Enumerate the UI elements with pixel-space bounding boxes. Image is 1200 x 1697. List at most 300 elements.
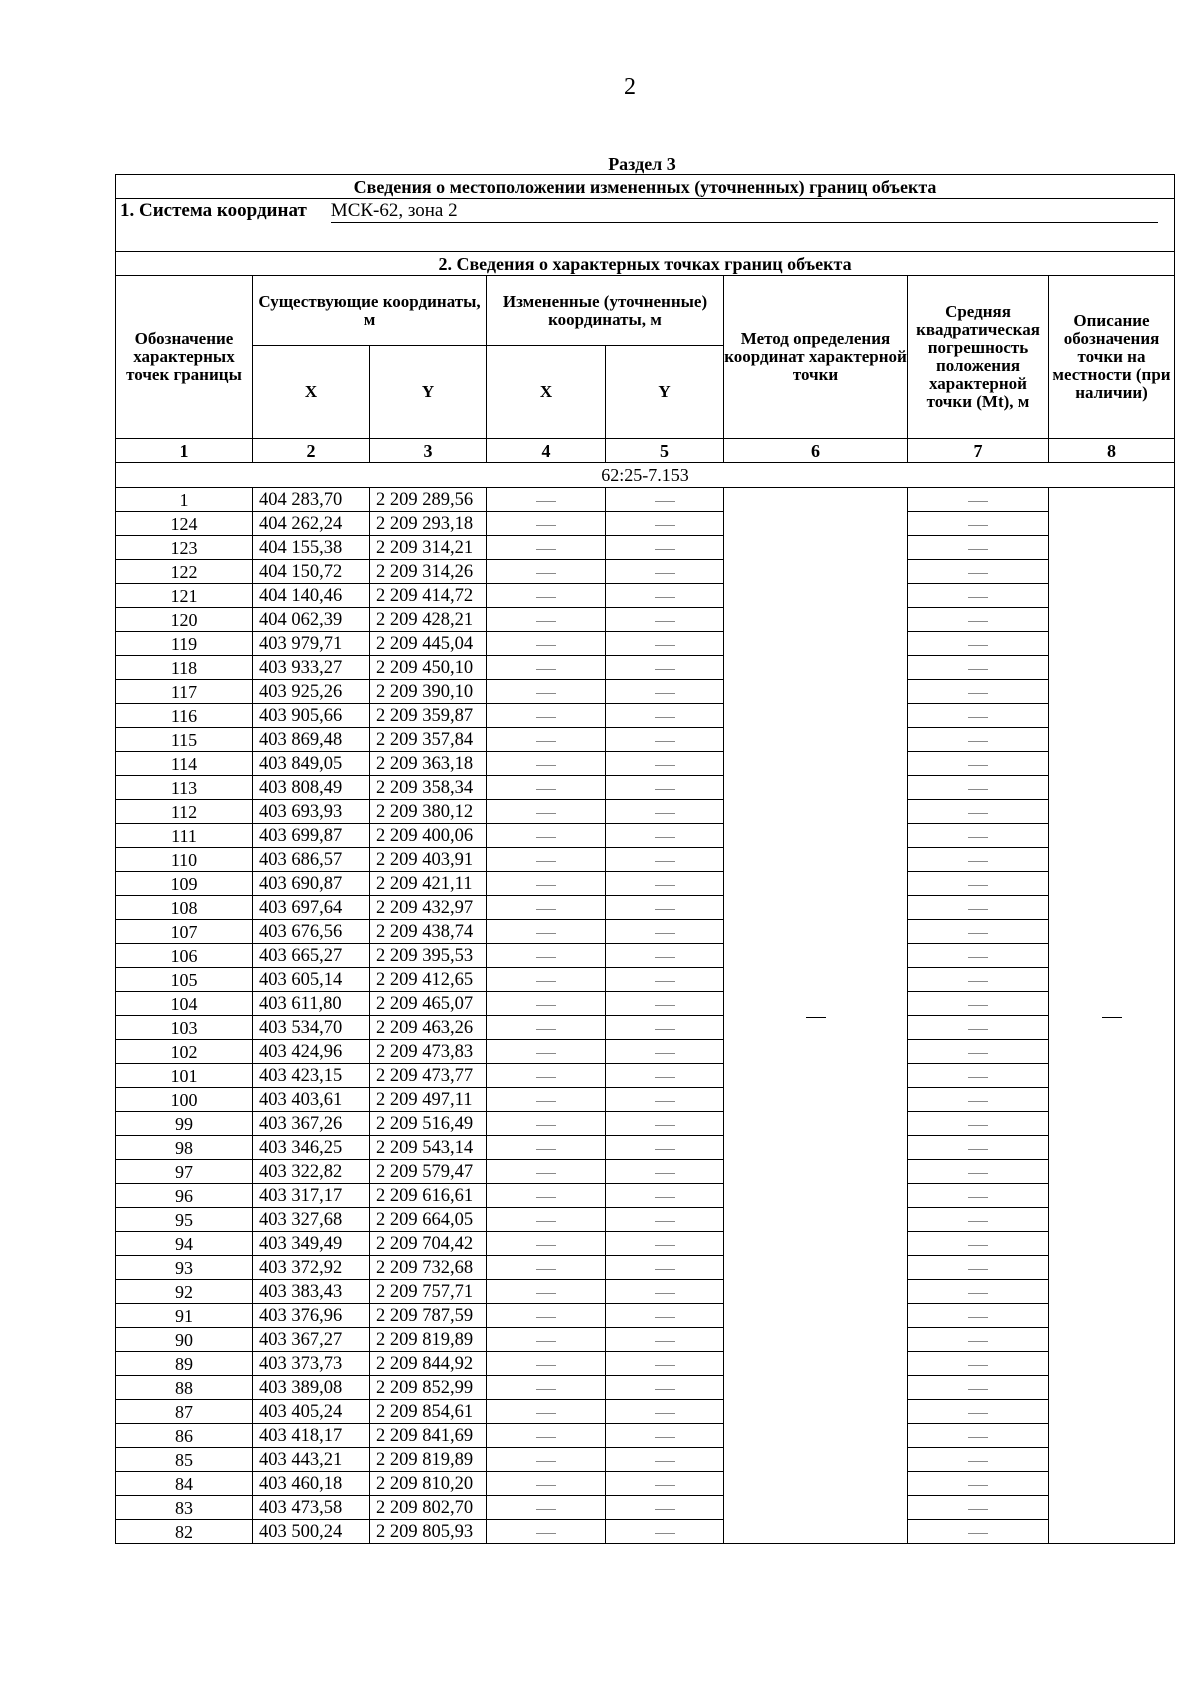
existing-x-cell: 403 693,93 <box>253 800 370 824</box>
dash-mark <box>968 501 988 502</box>
mean-error-cell <box>908 800 1049 824</box>
dash-mark <box>536 981 556 982</box>
mean-error-cell <box>908 1016 1049 1040</box>
changed-x-cell <box>487 608 606 632</box>
existing-x-cell: 403 686,57 <box>253 848 370 872</box>
dash-mark <box>655 1461 675 1462</box>
dash-mark <box>655 1125 675 1126</box>
dash-mark <box>968 1461 988 1462</box>
existing-x-cell: 403 317,17 <box>253 1184 370 1208</box>
header-changed-coords: Измененные (уточненные) координаты, м <box>487 276 724 346</box>
existing-y-cell: 2 209 421,11 <box>370 872 487 896</box>
existing-x-cell: 403 699,87 <box>253 824 370 848</box>
existing-x-cell: 404 062,39 <box>253 608 370 632</box>
changed-x-cell <box>487 1424 606 1448</box>
changed-x-cell <box>487 1112 606 1136</box>
existing-y-cell: 2 209 450,10 <box>370 656 487 680</box>
mean-error-cell <box>908 896 1049 920</box>
dash-mark <box>536 837 556 838</box>
table-row <box>116 1064 1175 1088</box>
dash-mark <box>968 621 988 622</box>
existing-y-cell: 2 209 358,34 <box>370 776 487 800</box>
mean-error-cell <box>908 608 1049 632</box>
dash-mark <box>968 981 988 982</box>
changed-y-cell <box>606 872 724 896</box>
header-changed-x: X <box>487 346 606 439</box>
existing-y-cell: 2 209 819,89 <box>370 1448 487 1472</box>
column-number: 3 <box>370 439 487 463</box>
existing-x-cell: 403 933,27 <box>253 656 370 680</box>
dash-mark <box>655 1389 675 1390</box>
changed-y-cell <box>606 752 724 776</box>
mean-error-cell <box>908 488 1049 512</box>
changed-x-cell <box>487 1136 606 1160</box>
changed-y-cell <box>606 920 724 944</box>
existing-x-cell: 403 500,24 <box>253 1520 370 1544</box>
existing-y-cell: 2 209 289,56 <box>370 488 487 512</box>
existing-y-cell: 2 209 852,99 <box>370 1376 487 1400</box>
dash-mark <box>968 1077 988 1078</box>
existing-x-cell: 403 690,87 <box>253 872 370 896</box>
dash-mark <box>968 1413 988 1414</box>
changed-y-cell <box>606 824 724 848</box>
existing-y-cell: 2 209 432,97 <box>370 896 487 920</box>
existing-y-cell: 2 209 400,06 <box>370 824 487 848</box>
dash-mark <box>968 1005 988 1006</box>
changed-y-cell <box>606 488 724 512</box>
dash-mark <box>655 885 675 886</box>
point-number-cell: 120 <box>116 608 253 632</box>
existing-y-cell: 2 209 403,91 <box>370 848 487 872</box>
dash-mark <box>655 1197 675 1198</box>
existing-x-cell: 403 418,17 <box>253 1424 370 1448</box>
header-existing-coords: Существующие координаты, м <box>253 276 487 346</box>
mean-error-cell <box>908 584 1049 608</box>
table-row <box>116 536 1175 560</box>
dash-mark <box>968 885 988 886</box>
changed-y-cell <box>606 944 724 968</box>
method-cell <box>724 488 908 1544</box>
existing-x-cell: 403 676,56 <box>253 920 370 944</box>
existing-x-cell: 404 283,70 <box>253 488 370 512</box>
dash-mark <box>968 765 988 766</box>
header-description: Описание обозначения точки на местности (при наличии) <box>1049 276 1175 439</box>
dash-mark <box>655 933 675 934</box>
existing-y-cell: 2 209 802,70 <box>370 1496 487 1520</box>
header-changed-y: Y <box>606 346 724 439</box>
existing-y-cell: 2 209 363,18 <box>370 752 487 776</box>
existing-x-cell: 403 349,49 <box>253 1232 370 1256</box>
dash-mark <box>655 1341 675 1342</box>
table-row <box>116 1376 1175 1400</box>
existing-x-cell: 403 327,68 <box>253 1208 370 1232</box>
dash-mark <box>655 861 675 862</box>
existing-y-cell: 2 209 543,14 <box>370 1136 487 1160</box>
changed-y-cell <box>606 728 724 752</box>
changed-y-cell <box>606 1160 724 1184</box>
dash-mark <box>655 1293 675 1294</box>
changed-y-cell <box>606 1040 724 1064</box>
changed-x-cell <box>487 1256 606 1280</box>
header-existing-x: X <box>253 346 370 439</box>
dash-mark <box>536 525 556 526</box>
changed-y-cell <box>606 1280 724 1304</box>
dash-mark <box>536 1077 556 1078</box>
existing-x-cell: 403 979,71 <box>253 632 370 656</box>
column-number: 4 <box>487 439 606 463</box>
existing-y-cell: 2 209 819,89 <box>370 1328 487 1352</box>
changed-x-cell <box>487 824 606 848</box>
changed-x-cell <box>487 1448 606 1472</box>
dash-mark <box>536 741 556 742</box>
changed-y-cell <box>606 536 724 560</box>
changed-y-cell <box>606 1232 724 1256</box>
changed-x-cell <box>487 488 606 512</box>
dash-mark <box>536 501 556 502</box>
dash-mark <box>968 1245 988 1246</box>
table-row <box>116 1088 1175 1112</box>
existing-y-cell: 2 209 579,47 <box>370 1160 487 1184</box>
point-number-cell: 114 <box>116 752 253 776</box>
table-title: Сведения о местоположении измененных (уточненных) границ объекта <box>116 175 1175 199</box>
point-number-cell: 105 <box>116 968 253 992</box>
mean-error-cell <box>908 632 1049 656</box>
existing-x-cell: 403 849,05 <box>253 752 370 776</box>
dash-mark <box>536 909 556 910</box>
points-title: 2. Сведения о характерных точках границ объекта <box>116 252 1175 276</box>
description-cell <box>1049 488 1175 1544</box>
column-number: 5 <box>606 439 724 463</box>
existing-y-cell: 2 209 704,42 <box>370 1232 487 1256</box>
point-number-cell: 103 <box>116 1016 253 1040</box>
dash-mark <box>968 933 988 934</box>
changed-x-cell <box>487 536 606 560</box>
dash-mark <box>655 981 675 982</box>
changed-x-cell <box>487 800 606 824</box>
changed-x-cell <box>487 992 606 1016</box>
column-number: 6 <box>724 439 908 463</box>
dash-mark <box>536 765 556 766</box>
changed-y-cell <box>606 1112 724 1136</box>
dash-mark <box>655 1437 675 1438</box>
existing-y-cell: 2 209 314,21 <box>370 536 487 560</box>
existing-x-cell: 404 150,72 <box>253 560 370 584</box>
mean-error-cell <box>908 1256 1049 1280</box>
changed-y-cell <box>606 632 724 656</box>
existing-y-cell: 2 209 664,05 <box>370 1208 487 1232</box>
existing-x-cell: 403 405,24 <box>253 1400 370 1424</box>
mean-error-cell <box>908 848 1049 872</box>
dash-mark <box>655 957 675 958</box>
table-row <box>116 1328 1175 1352</box>
header-method: Метод определения координат характерной точки <box>724 276 908 439</box>
mean-error-cell <box>908 1088 1049 1112</box>
changed-x-cell <box>487 752 606 776</box>
table-row <box>116 800 1175 824</box>
mean-error-cell <box>908 968 1049 992</box>
dash-mark <box>536 1365 556 1366</box>
changed-x-cell <box>487 848 606 872</box>
existing-x-cell: 403 697,64 <box>253 896 370 920</box>
mean-error-cell <box>908 704 1049 728</box>
table-row <box>116 1256 1175 1280</box>
point-number-cell: 104 <box>116 992 253 1016</box>
point-number-cell: 112 <box>116 800 253 824</box>
dash-mark <box>655 525 675 526</box>
dash-mark <box>968 1125 988 1126</box>
dash-mark <box>968 597 988 598</box>
point-number-cell: 84 <box>116 1472 253 1496</box>
mean-error-cell <box>908 560 1049 584</box>
point-number-cell: 107 <box>116 920 253 944</box>
point-number-cell: 92 <box>116 1280 253 1304</box>
dash-mark <box>536 885 556 886</box>
existing-x-cell: 403 611,80 <box>253 992 370 1016</box>
table-row <box>116 1448 1175 1472</box>
point-number-cell: 90 <box>116 1328 253 1352</box>
dash-mark <box>968 645 988 646</box>
changed-y-cell <box>606 1352 724 1376</box>
dash-mark <box>536 1437 556 1438</box>
changed-y-cell <box>606 1328 724 1352</box>
existing-y-cell: 2 209 414,72 <box>370 584 487 608</box>
changed-x-cell <box>487 1280 606 1304</box>
dash-mark <box>968 525 988 526</box>
existing-y-cell: 2 209 787,59 <box>370 1304 487 1328</box>
table-row <box>116 560 1175 584</box>
existing-y-cell: 2 209 438,74 <box>370 920 487 944</box>
existing-x-cell: 404 140,46 <box>253 584 370 608</box>
dash-mark <box>968 1317 988 1318</box>
mean-error-cell <box>908 1064 1049 1088</box>
dash-mark <box>536 933 556 934</box>
changed-y-cell <box>606 512 724 536</box>
dash-mark <box>655 573 675 574</box>
changed-y-cell <box>606 584 724 608</box>
point-number-cell: 116 <box>116 704 253 728</box>
dash-mark <box>968 1341 988 1342</box>
point-number-cell: 102 <box>116 1040 253 1064</box>
dash-mark <box>968 813 988 814</box>
changed-x-cell <box>487 896 606 920</box>
table-row <box>116 1280 1175 1304</box>
dash-mark <box>536 1221 556 1222</box>
existing-y-cell: 2 209 380,12 <box>370 800 487 824</box>
existing-x-cell: 403 460,18 <box>253 1472 370 1496</box>
existing-x-cell: 403 403,61 <box>253 1088 370 1112</box>
changed-x-cell <box>487 1184 606 1208</box>
dash-mark <box>968 1365 988 1366</box>
existing-x-cell: 403 383,43 <box>253 1280 370 1304</box>
changed-y-cell <box>606 680 724 704</box>
dash-mark <box>655 1485 675 1486</box>
point-number-cell: 115 <box>116 728 253 752</box>
changed-x-cell <box>487 944 606 968</box>
existing-x-cell: 403 424,96 <box>253 1040 370 1064</box>
table-row <box>116 1208 1175 1232</box>
changed-y-cell <box>606 1376 724 1400</box>
table-row <box>116 680 1175 704</box>
dash-mark <box>536 1485 556 1486</box>
dash-mark <box>968 573 988 574</box>
changed-x-cell <box>487 560 606 584</box>
dash-mark <box>655 621 675 622</box>
existing-x-cell: 403 367,27 <box>253 1328 370 1352</box>
existing-y-cell: 2 209 732,68 <box>370 1256 487 1280</box>
changed-y-cell <box>606 1304 724 1328</box>
point-number-cell: 119 <box>116 632 253 656</box>
dash-mark <box>968 1533 988 1534</box>
dash-mark <box>536 1389 556 1390</box>
table-row <box>116 1184 1175 1208</box>
existing-x-cell: 403 905,66 <box>253 704 370 728</box>
changed-y-cell <box>606 1424 724 1448</box>
mean-error-cell <box>908 656 1049 680</box>
dash-mark <box>655 693 675 694</box>
existing-x-cell: 403 367,26 <box>253 1112 370 1136</box>
dash-mark <box>968 549 988 550</box>
point-number-cell: 86 <box>116 1424 253 1448</box>
changed-x-cell <box>487 632 606 656</box>
changed-y-cell <box>606 1400 724 1424</box>
dash-mark <box>655 597 675 598</box>
changed-x-cell <box>487 704 606 728</box>
dash-mark <box>536 1125 556 1126</box>
existing-y-cell: 2 209 445,04 <box>370 632 487 656</box>
table-row <box>116 488 1175 512</box>
object-id: 62:25-7.153 <box>116 463 1175 488</box>
dash-mark <box>968 861 988 862</box>
table-row <box>116 872 1175 896</box>
mean-error-cell <box>908 872 1049 896</box>
dash-mark <box>536 573 556 574</box>
table-row <box>116 824 1175 848</box>
existing-y-cell: 2 209 757,71 <box>370 1280 487 1304</box>
mean-error-cell <box>908 1208 1049 1232</box>
header-existing-y: Y <box>370 346 487 439</box>
point-number-cell: 97 <box>116 1160 253 1184</box>
table-row <box>116 1232 1175 1256</box>
changed-x-cell <box>487 776 606 800</box>
existing-y-cell: 2 209 428,21 <box>370 608 487 632</box>
existing-x-cell: 403 373,73 <box>253 1352 370 1376</box>
existing-x-cell: 403 808,49 <box>253 776 370 800</box>
changed-y-cell <box>606 1472 724 1496</box>
mean-error-cell <box>908 752 1049 776</box>
dash-mark <box>968 1509 988 1510</box>
dash-mark <box>536 1461 556 1462</box>
table-row <box>116 608 1175 632</box>
point-number-cell: 117 <box>116 680 253 704</box>
dash-mark <box>536 1197 556 1198</box>
mean-error-cell <box>908 1496 1049 1520</box>
dash-mark <box>655 1365 675 1366</box>
existing-x-cell: 403 534,70 <box>253 1016 370 1040</box>
changed-y-cell <box>606 1256 724 1280</box>
dash-mark <box>968 1221 988 1222</box>
point-number-cell: 108 <box>116 896 253 920</box>
dash-mark <box>806 1017 826 1018</box>
mean-error-cell <box>908 1424 1049 1448</box>
table-row <box>116 728 1175 752</box>
existing-y-cell: 2 209 841,69 <box>370 1424 487 1448</box>
dash-mark <box>536 1149 556 1150</box>
changed-y-cell <box>606 776 724 800</box>
existing-x-cell: 403 423,15 <box>253 1064 370 1088</box>
column-number: 8 <box>1049 439 1175 463</box>
mean-error-cell <box>908 1160 1049 1184</box>
changed-y-cell <box>606 656 724 680</box>
changed-x-cell <box>487 1160 606 1184</box>
mean-error-cell <box>908 1280 1049 1304</box>
mean-error-cell <box>908 992 1049 1016</box>
changed-x-cell <box>487 1520 606 1544</box>
table-row <box>116 920 1175 944</box>
changed-y-cell <box>606 1064 724 1088</box>
dash-mark <box>968 1389 988 1390</box>
dash-mark <box>968 1101 988 1102</box>
table-row <box>116 1112 1175 1136</box>
table-row <box>116 1520 1175 1544</box>
changed-x-cell <box>487 1376 606 1400</box>
dash-mark <box>655 813 675 814</box>
existing-x-cell: 403 869,48 <box>253 728 370 752</box>
dash-mark <box>536 813 556 814</box>
mean-error-cell <box>908 776 1049 800</box>
changed-x-cell <box>487 1232 606 1256</box>
point-number-cell: 123 <box>116 536 253 560</box>
dash-mark <box>655 1317 675 1318</box>
point-number-cell: 96 <box>116 1184 253 1208</box>
existing-y-cell: 2 209 516,49 <box>370 1112 487 1136</box>
mean-error-cell <box>908 1184 1049 1208</box>
dash-mark <box>968 1197 988 1198</box>
mean-error-cell <box>908 536 1049 560</box>
point-number-cell: 118 <box>116 656 253 680</box>
changed-y-cell <box>606 704 724 728</box>
point-number-cell: 87 <box>116 1400 253 1424</box>
changed-x-cell <box>487 656 606 680</box>
mean-error-cell <box>908 1520 1049 1544</box>
table-row <box>116 1400 1175 1424</box>
mean-error-cell <box>908 512 1049 536</box>
mean-error-cell <box>908 1400 1049 1424</box>
dash-mark <box>536 693 556 694</box>
dash-mark <box>536 789 556 790</box>
dash-mark <box>655 1029 675 1030</box>
dash-mark <box>968 1053 988 1054</box>
mean-error-cell <box>908 1376 1049 1400</box>
dash-mark <box>655 1173 675 1174</box>
table-row <box>116 1472 1175 1496</box>
coordinate-system-label: 1. Система координат <box>120 200 307 221</box>
changed-y-cell <box>606 896 724 920</box>
point-number-cell: 94 <box>116 1232 253 1256</box>
column-number: 1 <box>116 439 253 463</box>
existing-y-cell: 2 209 357,84 <box>370 728 487 752</box>
dash-mark <box>655 549 675 550</box>
dash-mark <box>968 1149 988 1150</box>
point-number-cell: 82 <box>116 1520 253 1544</box>
changed-x-cell <box>487 1472 606 1496</box>
table-row <box>116 1040 1175 1064</box>
mean-error-cell <box>908 1136 1049 1160</box>
point-number-cell: 109 <box>116 872 253 896</box>
table-row <box>116 584 1175 608</box>
dash-mark <box>655 1053 675 1054</box>
point-number-cell: 110 <box>116 848 253 872</box>
dash-mark <box>536 1341 556 1342</box>
